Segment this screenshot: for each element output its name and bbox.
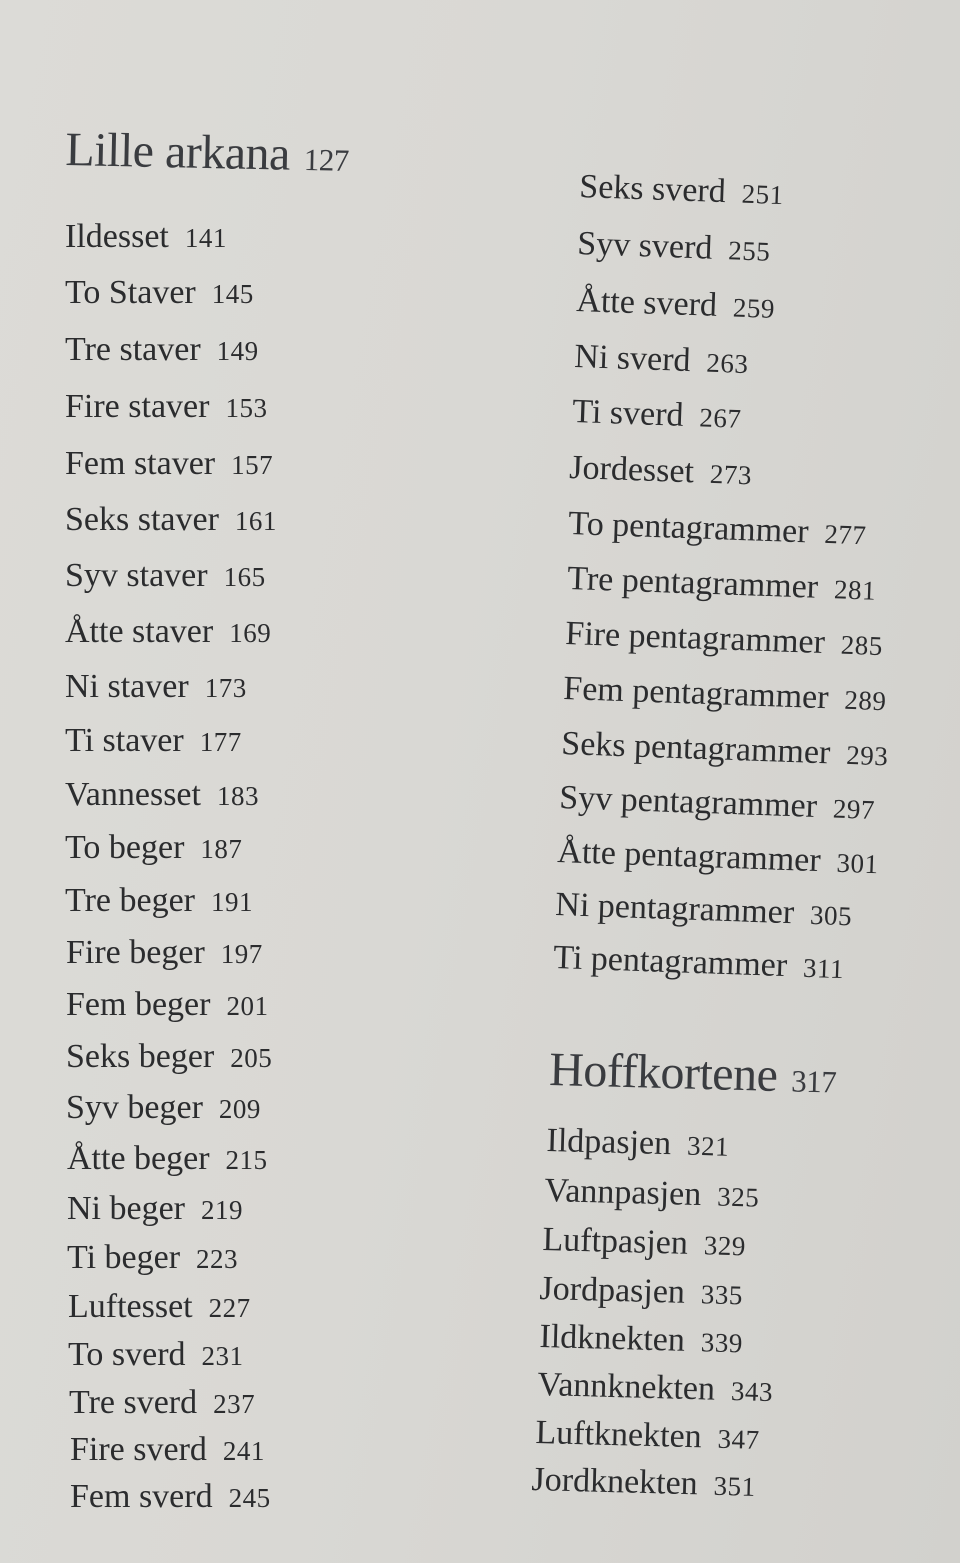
toc-entry	[539, 1320, 743, 1359]
toc-entry	[67, 1192, 243, 1226]
toc-entry	[557, 835, 879, 880]
toc-entry	[563, 672, 887, 717]
entry-title: Ni staver	[65, 668, 189, 705]
entry-page-number: 329	[703, 1230, 747, 1262]
entry-page-number: 215	[225, 1145, 268, 1175]
heading-page-number: 127	[303, 141, 350, 178]
entry-page-number: 335	[700, 1279, 744, 1311]
toc-entry	[574, 340, 749, 380]
toc-entry	[546, 1124, 729, 1163]
entry-page-number: 321	[686, 1130, 730, 1162]
heading-title: Lille arkana	[64, 122, 291, 181]
toc-entry	[65, 447, 273, 481]
entry-page-number: 297	[832, 793, 876, 825]
toc-entry	[553, 941, 845, 985]
entry-page-number: 301	[836, 847, 880, 880]
entry-page-number: 237	[213, 1389, 256, 1419]
toc-entry	[568, 507, 867, 551]
entry-page-number: 141	[184, 223, 227, 253]
entry-title: Jordesset	[568, 449, 695, 491]
entry-title: Åtte sverd	[575, 282, 718, 324]
entry-title: Tre pentagrammer	[566, 560, 819, 606]
entry-title: Fem sverd	[70, 1478, 213, 1515]
toc-entry	[66, 1040, 272, 1074]
toc-entry	[577, 227, 771, 268]
toc-entry	[68, 1290, 251, 1324]
entry-page-number: 347	[717, 1423, 761, 1455]
entry-title: Åtte staver	[65, 613, 214, 650]
toc-entry	[69, 1386, 255, 1420]
entry-title: Ti staver	[65, 722, 184, 759]
entry-page-number: 165	[223, 562, 266, 592]
toc-entry	[70, 1433, 265, 1467]
entry-page-number: 273	[709, 458, 753, 491]
entry-title: Syv sverd	[576, 225, 714, 267]
entry-page-number: 325	[716, 1181, 760, 1213]
entry-page-number: 351	[713, 1470, 757, 1502]
toc-entry	[567, 562, 877, 607]
entry-page-number: 205	[230, 1043, 273, 1073]
entry-title: Fem staver	[65, 445, 216, 482]
entry-title: Vannpasjen	[544, 1172, 702, 1214]
entry-title: Luftesset	[68, 1288, 193, 1325]
entry-page-number: 277	[823, 518, 867, 551]
toc-entry	[65, 724, 242, 758]
toc-entry	[579, 170, 784, 211]
entry-page-number: 227	[208, 1293, 251, 1323]
entry-title: Vannknekten	[537, 1366, 716, 1408]
toc-entry	[66, 988, 268, 1022]
entry-title: Tre beger	[65, 882, 195, 919]
entry-title: Luftknekten	[535, 1414, 703, 1456]
entry-page-number: 219	[201, 1195, 244, 1225]
entry-title: Ti sverd	[571, 393, 685, 434]
entry-page-number: 343	[730, 1376, 774, 1408]
toc-entry	[537, 1368, 773, 1408]
toc-entry	[66, 1091, 261, 1125]
toc-entry	[531, 1463, 756, 1503]
toc-entry	[555, 888, 853, 932]
toc-entry	[68, 1338, 244, 1372]
entry-title: Tre sverd	[69, 1384, 198, 1421]
entry-title: Fire pentagrammer	[564, 615, 826, 662]
entry-title: Fem pentagrammer	[562, 670, 830, 717]
entry-page-number: 251	[741, 178, 785, 211]
toc-entry	[65, 220, 227, 254]
entry-page-number: 149	[216, 336, 259, 366]
entry-page-number: 191	[211, 887, 253, 917]
entry-title: Åtte beger	[67, 1140, 210, 1177]
toc-entry	[535, 1416, 760, 1456]
entry-page-number: 293	[845, 739, 889, 772]
toc-entry	[539, 1272, 743, 1311]
entry-page-number: 231	[201, 1341, 244, 1371]
entry-title: Ni pentagrammer	[554, 886, 795, 932]
entry-page-number: 161	[234, 506, 277, 536]
entry-title: Ildpasjen	[546, 1122, 672, 1163]
section-heading-hoffkortene	[549, 1042, 838, 1104]
entry-title: Fem beger	[66, 986, 211, 1023]
entry-title: Tre staver	[65, 331, 201, 368]
entry-page-number: 267	[698, 402, 742, 434]
toc-entry	[65, 778, 259, 812]
entry-title: Ni sverd	[573, 338, 692, 380]
entry-page-number: 157	[231, 450, 274, 480]
toc-entry	[572, 395, 742, 435]
entry-title: Luftpasjen	[542, 1221, 689, 1262]
entry-page-number: 339	[700, 1327, 744, 1359]
entry-title: Syv beger	[66, 1089, 203, 1126]
entry-title: Seks staver	[65, 501, 219, 538]
entry-title: Seks beger	[66, 1038, 215, 1075]
toc-entry	[565, 617, 884, 662]
entry-page-number: 259	[732, 292, 776, 324]
entry-title: To sverd	[68, 1336, 186, 1373]
entry-title: Ni beger	[67, 1190, 186, 1227]
entry-title: Åtte pentagrammer	[556, 833, 822, 880]
entry-page-number: 187	[200, 834, 243, 864]
section-heading-lille-arkana	[65, 122, 350, 183]
entry-title: Ti beger	[67, 1239, 181, 1276]
entry-title: To beger	[65, 829, 185, 866]
entry-page-number: 177	[199, 727, 242, 757]
entry-title: To pentagrammer	[567, 505, 810, 551]
toc-entry	[70, 1480, 271, 1514]
entry-title: Vannesset	[65, 776, 201, 813]
toc-entry	[65, 333, 259, 367]
entry-page-number: 245	[228, 1483, 271, 1513]
entry-page-number: 145	[211, 279, 254, 309]
toc-entry	[67, 1142, 268, 1176]
entry-title: Jordpasjen	[539, 1270, 686, 1311]
entry-page-number: 255	[727, 235, 771, 267]
entry-title: Seks pentagrammer	[560, 725, 831, 772]
toc-entry	[65, 276, 254, 310]
entry-title: Fire beger	[66, 934, 205, 971]
entry-page-number: 281	[833, 574, 877, 606]
toc-entry	[569, 451, 753, 491]
entry-title: Fire sverd	[70, 1431, 207, 1468]
entry-page-number: 285	[840, 629, 884, 662]
entry-page-number: 223	[196, 1244, 239, 1274]
toc-entry	[65, 831, 242, 865]
entry-title: Syv pentagrammer	[558, 779, 818, 825]
entry-page-number: 241	[222, 1436, 265, 1466]
toc-entry	[65, 559, 266, 593]
entry-title: Seks sverd	[578, 168, 727, 211]
entry-page-number: 183	[216, 781, 259, 811]
entry-title: Fire staver	[65, 388, 210, 425]
entry-page-number: 201	[226, 991, 269, 1021]
heading-title: Hoffkortene	[548, 1042, 779, 1102]
toc-entry	[559, 781, 876, 826]
entry-page-number: 289	[843, 684, 887, 717]
entry-page-number: 153	[225, 393, 268, 423]
entry-title: Syv staver	[65, 557, 208, 594]
entry-title: Jordknekten	[531, 1461, 699, 1503]
heading-page-number: 317	[790, 1063, 837, 1100]
toc-entry	[65, 615, 271, 649]
toc-entry	[561, 727, 889, 772]
entry-page-number: 305	[809, 899, 853, 932]
entry-page-number: 209	[218, 1094, 261, 1124]
entry-page-number: 197	[220, 939, 263, 969]
toc-entry	[65, 390, 267, 424]
entry-page-number: 263	[705, 347, 749, 380]
toc-entry	[65, 670, 247, 704]
toc-entry	[65, 884, 253, 918]
entry-title: To Staver	[65, 274, 196, 311]
toc-entry	[66, 936, 263, 970]
toc-entry	[576, 284, 776, 325]
entry-title: Ildknekten	[539, 1318, 686, 1359]
entry-page-number: 311	[802, 952, 845, 985]
entry-page-number: 173	[204, 673, 247, 703]
toc-entry	[65, 503, 277, 537]
entry-title: Ildesset	[65, 218, 169, 255]
entry-page-number: 169	[229, 618, 272, 648]
entry-title: Ti pentagrammer	[552, 939, 788, 985]
toc-entry	[542, 1223, 746, 1262]
toc-entry	[67, 1241, 238, 1275]
toc-entry	[544, 1174, 760, 1214]
